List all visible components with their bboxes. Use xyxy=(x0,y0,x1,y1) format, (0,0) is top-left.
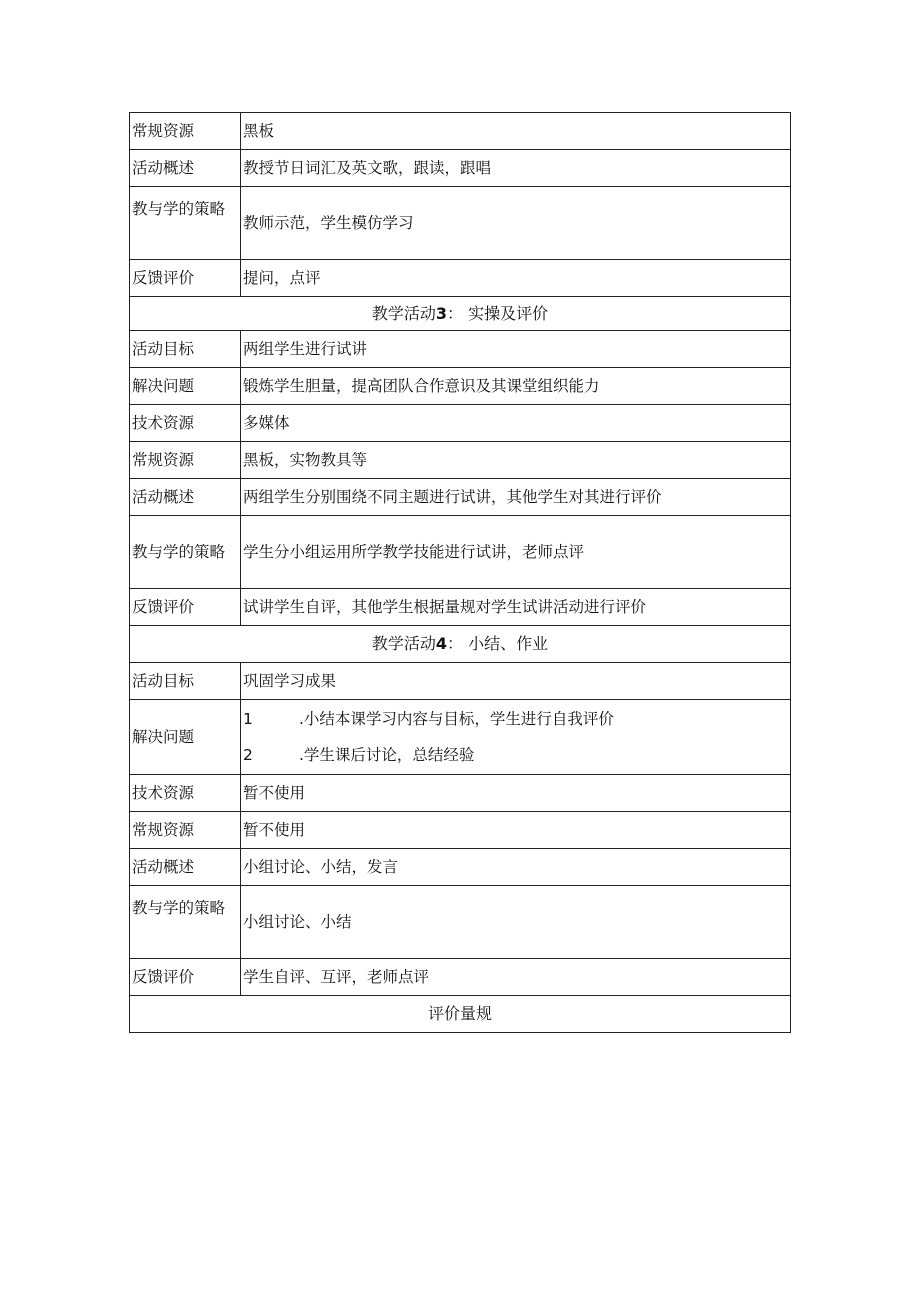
row-value: 两组学生进行试讲 xyxy=(241,331,791,368)
heading-number: 3 xyxy=(435,303,448,323)
heading-suffix: ： 实操及评价 xyxy=(447,303,549,323)
row-label: 活动概述 xyxy=(130,479,241,516)
table-row xyxy=(130,663,791,700)
row-label: 技术资源 xyxy=(130,775,241,812)
row-label: 教与学的策略 xyxy=(130,187,241,260)
row-label: 教与学的策略 xyxy=(130,516,241,589)
row-label: 反馈评价 xyxy=(130,589,241,626)
row-value: 提问，点评 xyxy=(241,260,791,297)
row-label: 教与学的策略 xyxy=(130,886,241,959)
item-index: 1 xyxy=(243,710,253,728)
table-row xyxy=(130,405,791,442)
table-row xyxy=(130,150,791,187)
heading-number: 4 xyxy=(435,634,448,653)
row-value: 教授节日词汇及英文歌，跟读，跟唱 xyxy=(241,150,791,187)
table-row xyxy=(130,812,791,849)
row-label: 活动概述 xyxy=(130,150,241,187)
row-value: 小组讨论、小结，发言 xyxy=(241,849,791,886)
row-value: 暂不使用 xyxy=(241,775,791,812)
table-row xyxy=(130,331,791,368)
lesson-plan-sheet xyxy=(129,112,790,1033)
table-row xyxy=(130,260,791,297)
table-row xyxy=(130,187,791,260)
heading-suffix: ： 小结、作业 xyxy=(447,634,549,653)
row-label: 解决问题 xyxy=(130,368,241,405)
table-row xyxy=(130,589,791,626)
item-text: .小结本课学习内容与目标，学生进行自我评价 xyxy=(299,710,614,728)
row-label: 常规资源 xyxy=(130,113,241,150)
row-label: 反馈评价 xyxy=(130,959,241,996)
row-value: 暂不使用 xyxy=(241,812,791,849)
table-row xyxy=(130,516,791,589)
table-row xyxy=(130,368,791,405)
row-value: 黑板 xyxy=(241,113,791,150)
activity3-heading xyxy=(130,297,791,331)
row-value: 学生自评、互评，老师点评 xyxy=(241,959,791,996)
table-row xyxy=(130,113,791,150)
section-heading-row xyxy=(130,996,791,1033)
rubric-heading: 评价量规 xyxy=(130,996,791,1033)
table-row xyxy=(130,959,791,996)
row-value: 教师示范，学生模仿学习 xyxy=(241,187,791,260)
lesson-plan-table xyxy=(129,112,791,1033)
row-label: 活动目标 xyxy=(130,663,241,700)
row-value: 巩固学习成果 xyxy=(241,663,791,700)
activity4-heading xyxy=(130,626,791,663)
table-row xyxy=(130,886,791,959)
row-value: 学生分小组运用所学教学技能进行试讲，老师点评 xyxy=(241,516,791,589)
item-index: 2 xyxy=(243,746,253,764)
section-heading-row xyxy=(130,297,791,331)
row-value: 多媒体 xyxy=(241,405,791,442)
row-label: 常规资源 xyxy=(130,812,241,849)
table-row xyxy=(130,849,791,886)
row-label: 活动目标 xyxy=(130,331,241,368)
heading-prefix: 教学活动 xyxy=(371,303,436,323)
item-text: .学生课后讨论，总结经验 xyxy=(299,746,475,764)
row-value: 锻炼学生胆量，提高团队合作意识及其课堂组织能力 xyxy=(241,368,791,405)
list-item xyxy=(243,701,788,737)
problem-list xyxy=(241,700,791,775)
row-label: 反馈评价 xyxy=(130,260,241,297)
table-row xyxy=(130,775,791,812)
table-row xyxy=(130,700,791,775)
heading-prefix: 教学活动 xyxy=(371,634,436,653)
row-label: 解决问题 xyxy=(130,700,241,775)
row-value: 试讲学生自评，其他学生根据量规对学生试讲活动进行评价 xyxy=(241,589,791,626)
row-label: 技术资源 xyxy=(130,405,241,442)
table-row xyxy=(130,479,791,516)
table-row xyxy=(130,442,791,479)
row-label: 常规资源 xyxy=(130,442,241,479)
row-value: 黑板，实物教具等 xyxy=(241,442,791,479)
section-heading-row xyxy=(130,626,791,663)
row-label: 活动概述 xyxy=(130,849,241,886)
row-value: 小组讨论、小结 xyxy=(241,886,791,959)
list-item xyxy=(243,737,788,773)
row-value: 两组学生分别围绕不同主题进行试讲，其他学生对其进行评价 xyxy=(241,479,791,516)
